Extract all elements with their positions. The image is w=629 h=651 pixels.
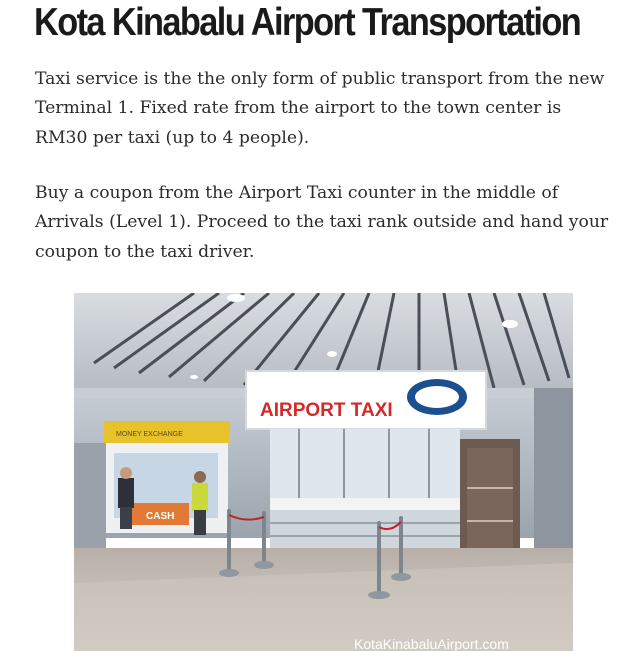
paragraph-buy-coupon: Buy a coupon from the Airport Taxi counter in the middle of Arrivals (Level 1). Proceed to the taxi rank outside and hand your coupon to the taxi driver.	[35, 183, 609, 262]
photo-watermark: KotaKinabaluAirport.com	[354, 636, 509, 651]
exchange-sign-text: MONEY EXCHANGE	[116, 431, 183, 438]
svg-text:CASH: CASH	[146, 511, 175, 522]
airport-taxi-photo	[74, 293, 573, 651]
page-title: Kota Kinabalu Airport Transportation	[34, 1, 581, 44]
paragraph-taxi-service: Taxi service is the the only form of public transport from the new Terminal 1. Fixed rate from the airport to the town center is RM30 per taxi (up to 4 people).	[35, 69, 605, 148]
airport-taxi-sign: AIRPORT TAXI	[260, 400, 393, 421]
